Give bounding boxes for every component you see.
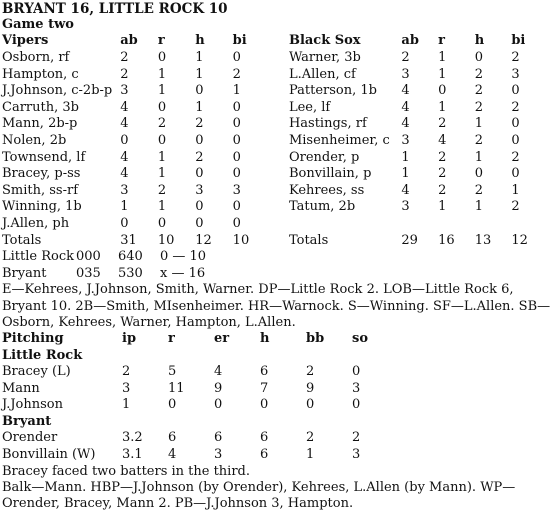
stat-r: 5 [168, 364, 177, 380]
pitching-team-name: Little Rock [2, 347, 83, 363]
linescore-row [2, 249, 548, 266]
stat-so: 2 [352, 430, 361, 446]
table-row [2, 50, 548, 67]
stat-r: 2 [438, 182, 447, 198]
table-row [2, 364, 398, 381]
stat-r: 1 [438, 66, 447, 82]
column-gap [270, 83, 289, 100]
stat-bb: 1 [306, 447, 315, 463]
linescore-innings-4-6: 530 [118, 265, 143, 281]
col-ab: ab [401, 33, 419, 49]
linescore-innings-1-3: 000 [76, 249, 101, 265]
pitching-header-row [2, 331, 398, 348]
player-name: Kehrees, ss [288, 182, 365, 198]
pitching-footnote: Bracey faced two batters in the third. [2, 463, 251, 479]
col-er: er [214, 330, 230, 346]
stat-ab: 1 [401, 149, 410, 165]
stat-so: 3 [352, 447, 361, 463]
stat-r: 2 [157, 182, 167, 198]
stat-er: 0 [214, 397, 223, 413]
player-name: J.Johnson, c-2b-p [2, 83, 113, 99]
col-h: h [260, 330, 270, 346]
stat-h: 1 [195, 99, 204, 115]
stat-ab: 4 [401, 116, 410, 132]
pitching-team-row [2, 414, 398, 431]
stat-er: 6 [214, 430, 223, 446]
player-name: Bracey, p-ss [2, 166, 81, 182]
stat-h: 6 [260, 447, 269, 463]
stat-h: 13 [474, 232, 492, 248]
stat-ab: 3 [401, 132, 410, 148]
player-name: Orender, p [288, 149, 360, 165]
col-r: r [168, 330, 175, 346]
table-row [2, 381, 398, 398]
stat-h: 12 [195, 232, 212, 248]
column-gap [270, 233, 289, 250]
stat-ab: 2 [120, 50, 129, 65]
stat-r: 6 [168, 430, 177, 446]
stat-r: 16 [438, 232, 455, 248]
stat-er: 4 [214, 364, 223, 380]
column-gap [270, 116, 289, 133]
stat-h: 0 [195, 166, 204, 182]
box-score-page [2, 1, 548, 512]
column-gap [270, 183, 289, 200]
column-gap [270, 100, 289, 117]
batting-body [2, 50, 548, 249]
player-name: L.Allen, cf [288, 66, 356, 82]
stat-ab: 3 [401, 66, 410, 82]
stat-ab: 4 [401, 182, 410, 198]
column-gap [270, 216, 289, 233]
table-row [2, 183, 548, 200]
stat-bi: 0 [511, 132, 520, 148]
col-r: r [438, 33, 446, 49]
headline: BRYANT 16, LITTLE ROCK 10 [2, 1, 228, 17]
final-notes: Balk—Mann. HBP—J.Johnson (by Orender), Kehrees, L.Allen (by Mann). WP—Orender, Bracey, Mann 2. PB—J.Johnson 3, Hampton. [2, 479, 516, 512]
stat-bi: 0 [232, 215, 241, 231]
stat-ab: 4 [120, 166, 129, 182]
pitching-body [2, 348, 398, 464]
stat-r: 0 [157, 132, 167, 148]
stat-h: 2 [474, 132, 484, 148]
player-name: Patterson, 1b [288, 83, 377, 99]
linescore-final: x — 16 [160, 265, 206, 281]
pitcher-name: Mann [2, 380, 40, 396]
table-row [2, 233, 548, 250]
player-name: J.Allen, ph [2, 215, 70, 231]
table-row [2, 199, 548, 216]
table-row [2, 430, 398, 447]
stat-bi: 1 [232, 83, 241, 99]
stat-bi: 0 [232, 116, 241, 132]
stat-ip: 3.2 [122, 430, 143, 446]
stat-h: 2 [474, 99, 484, 115]
stat-ab: 0 [120, 132, 129, 148]
stat-bi: 0 [232, 50, 241, 65]
stat-h: 1 [474, 199, 484, 215]
stat-h: 7 [260, 380, 269, 396]
stat-r: 2 [157, 116, 167, 132]
column-gap [270, 199, 289, 216]
stat-r: 2 [438, 149, 447, 165]
stat-h: 2 [195, 149, 204, 165]
linescore-final: 0 — 10 [160, 249, 207, 265]
stat-so: 0 [352, 364, 361, 380]
stat-bi: 2 [511, 50, 520, 65]
stat-r: 1 [438, 50, 447, 65]
linescore-team: Bryant [2, 265, 47, 281]
stat-h: 0 [195, 199, 204, 215]
player-name: Townsend, lf [2, 149, 86, 165]
column-gap [270, 50, 289, 67]
stat-ab: 4 [401, 99, 410, 115]
stat-ab [401, 216, 438, 233]
stat-h: 0 [195, 83, 204, 99]
player-name: Carruth, 3b [2, 99, 79, 115]
pitcher-name: Orender [2, 430, 58, 446]
stat-bi: 3 [511, 66, 520, 82]
stat-h: 0 [195, 132, 204, 148]
table-row [2, 397, 398, 414]
stat-bb: 9 [306, 380, 315, 396]
pitching-table [2, 331, 398, 464]
col-ab: ab [120, 33, 138, 49]
stat-bi: 2 [511, 199, 520, 215]
stat-ab: 1 [120, 199, 129, 215]
stat-r [438, 216, 475, 233]
stat-bb: 0 [306, 397, 315, 413]
stat-bi: 0 [232, 99, 241, 115]
linescore [2, 249, 548, 282]
stat-h: 0 [474, 166, 484, 182]
stat-r: 2 [438, 116, 447, 132]
stat-h: 6 [260, 364, 269, 380]
stat-r: 1 [438, 99, 447, 115]
col-r: r [157, 33, 165, 49]
stat-bi: 0 [232, 149, 241, 165]
table-row [2, 83, 548, 100]
stat-h: 3 [195, 182, 204, 198]
stat-bi: 2 [511, 149, 520, 165]
col-ip: ip [122, 330, 137, 346]
stat-r: 0 [168, 397, 177, 413]
player-name: Totals [288, 232, 329, 248]
table-row [2, 100, 548, 117]
stat-ab: 4 [120, 116, 129, 132]
column-gap [270, 166, 289, 183]
batting-table [2, 33, 548, 249]
pitcher-name: J.Johnson [2, 397, 63, 413]
stat-r: 2 [438, 166, 447, 182]
player-name [289, 216, 401, 233]
stat-bi: 1 [511, 182, 520, 198]
player-name: Totals [2, 232, 42, 248]
batting-header-row [2, 33, 548, 50]
stat-bi: 2 [511, 99, 520, 115]
player-name: Winning, 1b [2, 199, 82, 215]
stat-h: 1 [474, 149, 484, 165]
col-bi: bi [511, 33, 526, 49]
stat-bi: 0 [232, 166, 241, 182]
stat-ab: 2 [401, 50, 410, 65]
col-so: so [352, 330, 368, 346]
stat-ab: 1 [401, 166, 410, 182]
col-bi: bi [232, 33, 247, 49]
player-name: Warner, 3b [288, 50, 361, 65]
table-row [2, 216, 548, 233]
stat-h: 0 [195, 215, 204, 231]
table-row [2, 447, 398, 464]
col-h: h [474, 33, 485, 49]
stat-so: 0 [352, 397, 361, 413]
stat-r: 1 [157, 149, 167, 165]
pitcher-name: Bonvillain (W) [2, 447, 96, 463]
column-gap [270, 150, 289, 167]
game-notes: E—Kehrees, J.Johnson, Smith, Warner. DP—Little Rock 2. LOB—Little Rock 6, Bryant 10. 2B—Smith, MIsenheimer. HR—Warnock. S—Winning. SF—L.Allen. SB—Osborn, Kehrees, Warner, Hampton, L.Allen. [2, 282, 550, 330]
stat-r: 4 [438, 132, 447, 148]
stat-er: 9 [214, 380, 223, 396]
stat-ab: 4 [401, 83, 410, 99]
stat-bi: 0 [232, 132, 241, 148]
player-name: Hastings, rf [288, 116, 367, 132]
table-row [2, 67, 548, 84]
stat-r: 0 [157, 99, 167, 115]
player-name: Bonvillain, p [288, 166, 372, 182]
stat-h: 1 [195, 66, 204, 82]
stat-h: 2 [474, 66, 484, 82]
stat-r: 1 [438, 199, 447, 215]
stat-ab: 0 [120, 215, 129, 231]
linescore-innings-1-3: 035 [76, 265, 101, 281]
stat-ip: 3 [122, 380, 131, 396]
pitching-header: Pitching [2, 330, 64, 346]
linescore-row [2, 266, 548, 283]
stat-h: 1 [195, 50, 204, 65]
stat-bi: 0 [232, 199, 241, 215]
stat-bi: 10 [232, 232, 250, 248]
stat-h: 6 [260, 430, 269, 446]
stat-h: 2 [195, 116, 204, 132]
stat-r: 11 [168, 380, 185, 396]
player-name: Misenheimer, c [288, 132, 390, 148]
player-name: Smith, ss-rf [2, 182, 79, 198]
stat-r: 10 [157, 232, 175, 248]
stat-ab: 3 [120, 83, 129, 99]
linescore-innings-4-6: 640 [118, 249, 143, 265]
stat-ab: 4 [120, 99, 129, 115]
player-name: Lee, lf [288, 99, 331, 115]
stat-ab: 3 [120, 182, 129, 198]
stat-ab: 2 [120, 66, 129, 82]
right-team-name: Black Sox [288, 33, 361, 49]
stat-bi: 0 [511, 166, 520, 182]
pitcher-name: Bracey (L) [2, 364, 71, 380]
left-team-name: Vipers [2, 33, 49, 49]
stat-h: 0 [474, 50, 484, 65]
pitching-team-row [2, 348, 398, 365]
pitching-team-name: Bryant [2, 413, 52, 429]
stat-h [475, 216, 512, 233]
table-row [2, 150, 548, 167]
stat-bb: 2 [306, 430, 315, 446]
table-row [2, 116, 548, 133]
player-name: Nolen, 2b [2, 132, 67, 148]
stat-h: 1 [474, 116, 484, 132]
stat-r: 0 [157, 50, 167, 65]
stat-ip: 3.1 [122, 447, 143, 463]
stat-ip: 1 [122, 397, 131, 413]
subhead: Game two [2, 17, 74, 33]
col-h: h [195, 33, 205, 49]
stat-bi: 0 [511, 83, 520, 99]
stat-ab: 29 [401, 232, 418, 248]
col-bb: bb [306, 330, 325, 346]
stat-bi: 3 [232, 182, 241, 198]
stat-h: 2 [474, 182, 484, 198]
stat-r: 1 [157, 199, 167, 215]
stat-r: 4 [168, 447, 177, 463]
stat-bb: 2 [306, 364, 315, 380]
stat-r: 0 [438, 83, 447, 99]
stat-ab: 3 [401, 199, 410, 215]
stat-so: 3 [352, 380, 361, 396]
stat-h: 2 [474, 83, 484, 99]
stat-r: 0 [157, 215, 167, 231]
stat-bi: 0 [511, 116, 520, 132]
table-row [2, 166, 548, 183]
stat-bi: 12 [511, 232, 528, 248]
stat-ip: 2 [122, 364, 131, 380]
table-row [2, 133, 548, 150]
player-name: Osborn, rf [2, 50, 70, 65]
linescore-team: Little Rock [2, 249, 74, 265]
player-name: Tatum, 2b [288, 199, 356, 215]
column-gap [270, 67, 289, 84]
player-name: Mann, 2b-p [2, 116, 78, 132]
column-gap [270, 133, 289, 150]
stat-r: 1 [157, 66, 167, 82]
player-name: Hampton, c [2, 66, 79, 82]
stat-ab: 4 [120, 149, 129, 165]
stat-r: 1 [157, 166, 167, 182]
stat-h: 0 [260, 397, 269, 413]
stat-er: 3 [214, 447, 223, 463]
stat-bi: 2 [232, 66, 241, 82]
stat-ab: 31 [120, 232, 137, 248]
stat-bi [511, 216, 548, 233]
stat-r: 1 [157, 83, 167, 99]
